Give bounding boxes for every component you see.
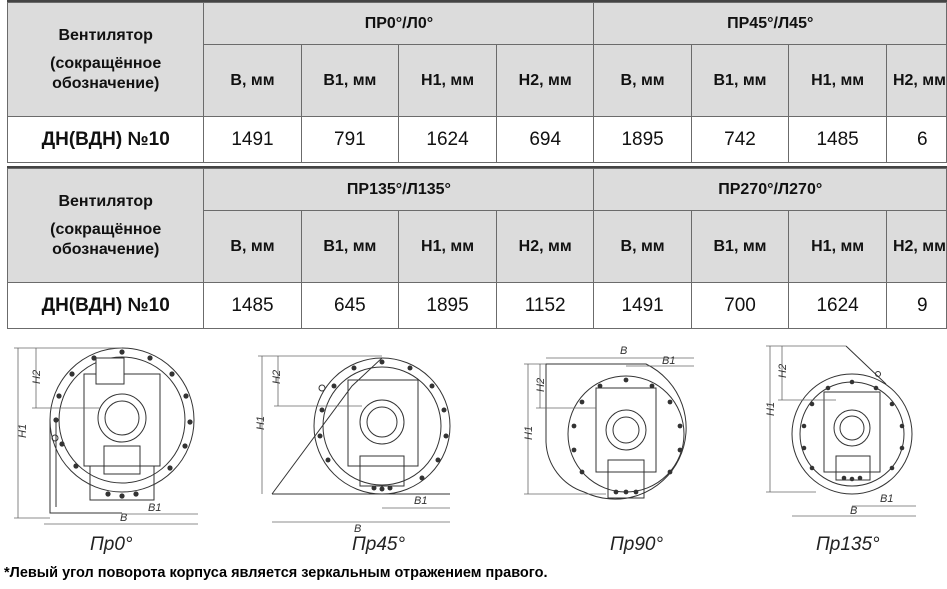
fan-name-header: Вентилятор (сокращённое обозначение) [8,3,204,117]
b-label: B [620,345,628,357]
value-cell: 700 [691,283,789,329]
b1-label: B1 [880,493,894,505]
column-header: В1, мм [301,211,399,283]
column-header: Н1, мм [789,45,887,117]
value-cell: 645 [301,283,399,329]
value-cell: 742 [691,117,789,163]
b1-label: B1 [662,355,676,367]
column-header: Н2, мм [496,211,594,283]
column-header: Н1, мм [399,45,497,117]
h2-label: H2 [535,377,547,392]
b1-label: B1 [414,495,428,507]
model-cell: ДН(ВДН) №10 [8,283,204,329]
group-header: ПР45°/Л45° [594,3,947,45]
column-header: Н1, мм [399,211,497,283]
column-header: В, мм [594,211,691,283]
value-cell: 1895 [594,117,691,163]
caption-pr90: Пр90° [610,534,664,555]
h1-label: H1 [523,425,535,440]
h1-label: H1 [17,423,29,438]
model-cell: ДН(ВДН) №10 [8,117,204,163]
caption-pr0: Пр0° [90,534,133,555]
value-cell: 1491 [204,117,301,163]
b-label: B [354,523,362,535]
fan-diagram-pr90 [516,342,702,536]
group-header: ПР0°/Л0° [204,3,594,45]
column-header: Н2, мм [886,45,946,117]
column-header: В1, мм [691,211,789,283]
caption-pr45: Пр45° [352,534,406,555]
column-header: В1, мм [691,45,789,117]
column-header: В, мм [204,45,301,117]
group-header: ПР135°/Л135° [204,169,594,211]
b-label: B [850,505,858,517]
column-header: Н1, мм [789,211,887,283]
h1-label: H1 [765,401,777,416]
spec-table-1 [7,2,947,163]
value-cell: 1491 [594,283,691,329]
value-cell: 1485 [789,117,887,163]
h2-label: H2 [31,369,43,384]
column-header: В, мм [594,45,691,117]
caption-pr135: Пр135° [816,534,880,555]
group-header: ПР270°/Л270° [594,169,947,211]
h1-label: H1 [255,415,267,430]
fan-name-header: Вентилятор (сокращённое обозначение) [8,169,204,283]
fan-diagram-pr135 [756,338,928,536]
fan-diagram-pr45 [242,346,466,536]
value-cell: 6 [886,117,946,163]
value-cell: 791 [301,117,399,163]
h2-label: H2 [271,369,283,384]
value-cell: 1624 [399,117,497,163]
footnote: *Левый угол поворота корпуса является зеркальным отражением правого. [4,565,548,581]
column-header: В1, мм [301,45,399,117]
value-cell: 694 [496,117,594,163]
column-header: Н2, мм [496,45,594,117]
value-cell: 1895 [399,283,497,329]
value-cell: 1152 [496,283,594,329]
b1-label: B1 [148,502,162,514]
column-header: В, мм [204,211,301,283]
table-row [8,283,947,329]
column-header: Н2, мм [886,211,946,283]
b-label: B [120,512,128,524]
h2-label: H2 [777,363,789,378]
value-cell: 1485 [204,283,301,329]
fan-diagram-pr0 [10,338,220,536]
table-row [8,117,947,163]
spec-table-2 [7,168,947,329]
value-cell: 9 [886,283,946,329]
value-cell: 1624 [789,283,887,329]
